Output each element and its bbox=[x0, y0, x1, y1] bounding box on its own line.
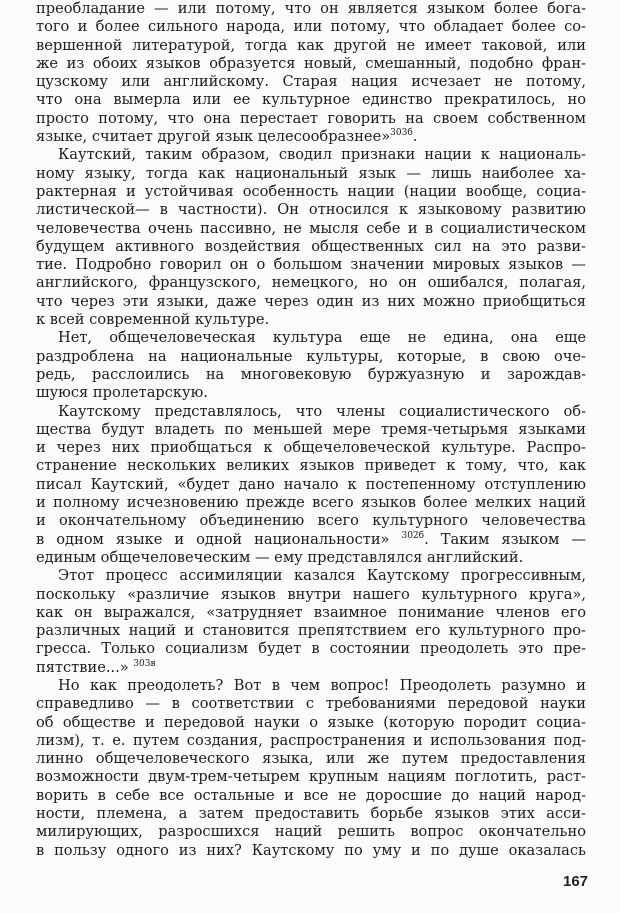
text-line bbox=[36, 787, 586, 805]
text-line bbox=[36, 714, 586, 732]
text-line bbox=[36, 329, 586, 347]
line-text: различных наций и становится препятствием его культурного про- bbox=[36, 622, 586, 640]
line-text: писал Каутский, «будет дано начало к постепенному отступлению bbox=[36, 475, 586, 493]
text-line bbox=[36, 421, 586, 439]
line-text: поскольку «различие языков внутри нашего культурного круга», bbox=[36, 585, 586, 603]
text-line bbox=[36, 183, 586, 201]
line-text: странение нескольких великих языков приведет к тому, что, как bbox=[36, 457, 586, 475]
text-line bbox=[36, 494, 586, 512]
line-text: возможности двум-трем-четырем крупным нациям поглотить, раст- bbox=[36, 768, 586, 786]
line-text: Но как преодолеть? Вот в чем вопрос! Преодолеть разумно и bbox=[58, 676, 586, 694]
line-text: и окончательному объединению всего культурного человечества bbox=[36, 512, 586, 530]
footnote-reference: 302б bbox=[401, 530, 425, 541]
text-line bbox=[36, 531, 586, 549]
line-text: и через них приобщаться к общечеловеческой культуре. Распро- bbox=[36, 439, 586, 457]
text-line bbox=[36, 37, 586, 55]
line-text: ворить в себе все остальные и все не доросшие до наций народ- bbox=[36, 786, 586, 804]
line-text: английского, французского, немецкого, но он ошибался, полагая, bbox=[36, 274, 586, 292]
line-text: пятствие...» bbox=[36, 658, 134, 676]
footnote-reference: 303в bbox=[133, 658, 156, 669]
text-line bbox=[36, 732, 586, 750]
page-body-text bbox=[36, 0, 586, 860]
text-line bbox=[36, 768, 586, 786]
line-text: листической— в частности). Он относился к языковому развитию bbox=[36, 201, 586, 219]
text-line bbox=[36, 823, 586, 841]
text-line bbox=[36, 805, 586, 823]
line-text: единым общечеловеческим — ему представлялся английский. bbox=[36, 548, 524, 566]
text-line bbox=[36, 586, 586, 604]
line-text: же из обоих языков образуется новый, смешанный, подобно фран- bbox=[36, 54, 586, 72]
line-text: вершенной литературой, тогда как другой не имеет таковой, или bbox=[36, 36, 586, 54]
text-line bbox=[36, 238, 586, 256]
text-line bbox=[36, 439, 586, 457]
footnote-reference: 303б bbox=[390, 128, 413, 139]
text-line bbox=[36, 403, 586, 421]
text-line bbox=[36, 146, 586, 164]
line-text: что она вымерла или ее культурное единство прекратилось, но bbox=[36, 91, 586, 109]
line-text: как он выражался, «затрудняет взаимное понимание членов его bbox=[36, 603, 586, 621]
text-line bbox=[36, 348, 586, 366]
line-text: в пользу одного из них? Каутскому по уму и по душе оказалась bbox=[36, 841, 586, 859]
text-line bbox=[36, 476, 586, 494]
page-number: 167 bbox=[563, 873, 589, 890]
text-line bbox=[36, 73, 586, 91]
text-line bbox=[36, 220, 586, 238]
line-text: лизм), т. е. путем создания, распространения и использования под- bbox=[36, 731, 586, 749]
text-line bbox=[36, 293, 586, 311]
line-text: справедливо — в соответствии с требованиями передовой науки bbox=[36, 695, 586, 713]
text-line bbox=[36, 311, 586, 329]
text-line bbox=[36, 677, 586, 695]
line-text: в одном языке и одной национальности» bbox=[36, 530, 402, 548]
line-text: гресса. Только социализм будет в состоянии преодолеть это пре- bbox=[36, 640, 586, 658]
line-text: ности, племена, а затем предоставить борьбе языков этих асси- bbox=[36, 805, 586, 823]
text-line bbox=[36, 640, 586, 658]
line-text: редь, расслоились на многовековую буржуазную и зарождав- bbox=[36, 365, 586, 383]
line-text: просто потому, что она перестает говорить на своем собственном bbox=[36, 109, 586, 127]
line-text: об обществе и передовой науки о языке (которую породит социа- bbox=[36, 713, 586, 731]
line-text: человечества очень пассивно, не мысля себе и в социалистическом bbox=[36, 219, 586, 237]
line-text: и полному исчезновению прежде всего языков более мелких наций bbox=[36, 494, 586, 512]
text-line bbox=[36, 604, 586, 622]
text-line bbox=[36, 512, 586, 530]
text-line bbox=[36, 256, 586, 274]
text-line bbox=[36, 659, 586, 677]
line-text: Нет, общечеловеческая культура еще не едина, она еще bbox=[58, 329, 586, 347]
text-line bbox=[36, 695, 586, 713]
line-text: цузскому или английскому. Старая нация исчезает не потому, bbox=[36, 73, 586, 91]
line-text: преобладание — или потому, что он является языком более бога- bbox=[36, 0, 586, 17]
text-line bbox=[36, 549, 586, 567]
line-text: того и более сильного народа, или потому, что обладает более со- bbox=[36, 18, 586, 36]
text-line bbox=[36, 842, 586, 860]
text-line bbox=[36, 128, 586, 146]
line-text: к всей современной культуре. bbox=[36, 311, 270, 329]
text-line bbox=[36, 165, 586, 183]
line-text: рактерная и устойчивая особенность нации (нации вообще, социа- bbox=[36, 182, 586, 200]
text-line bbox=[36, 274, 586, 292]
text-line bbox=[36, 750, 586, 768]
line-text: линно общечеловеческого языка, или же путем предоставления bbox=[36, 750, 586, 768]
line-text: будущем активного воздействия общественных сил на это разви- bbox=[36, 237, 586, 255]
text-line bbox=[36, 457, 586, 475]
line-text: раздроблена на национальные культуры, которые, в свою оче- bbox=[36, 347, 586, 365]
line-text: тие. Подробно говорил он о большом значении мировых языков — bbox=[36, 256, 586, 274]
line-text: шуюся пролетарскую. bbox=[36, 384, 208, 402]
line-text: Каутский, таким образом, сводил признаки нации к националь- bbox=[58, 146, 586, 164]
text-line bbox=[36, 18, 586, 36]
line-text-continued: . bbox=[412, 128, 418, 146]
line-text: языке, считает другой язык целесообразнее» bbox=[36, 128, 391, 146]
text-line bbox=[36, 366, 586, 384]
line-text: ному языку, тогда как национальный язык — лишь наиболее ха- bbox=[36, 164, 586, 182]
text-line bbox=[36, 110, 586, 128]
text-line bbox=[36, 567, 586, 585]
line-text: щества будут владеть по меньшей мере тремя-четырьмя языками bbox=[36, 420, 586, 438]
text-line bbox=[36, 384, 586, 402]
line-text: что через эти языки, даже через один из них можно приобщиться bbox=[36, 292, 586, 310]
text-line bbox=[36, 55, 586, 73]
line-text: Этот процесс ассимиляции казался Каутскому прогрессивным, bbox=[58, 567, 586, 585]
text-line bbox=[36, 622, 586, 640]
line-text-continued: . Таким языком — bbox=[424, 530, 586, 548]
line-text: Каутскому представлялось, что члены социалистического об- bbox=[58, 402, 586, 420]
line-text: милирующих, разросшихся наций решить вопрос окончательно bbox=[36, 823, 586, 841]
text-line bbox=[36, 0, 586, 18]
text-line bbox=[36, 91, 586, 109]
text-line bbox=[36, 201, 586, 219]
